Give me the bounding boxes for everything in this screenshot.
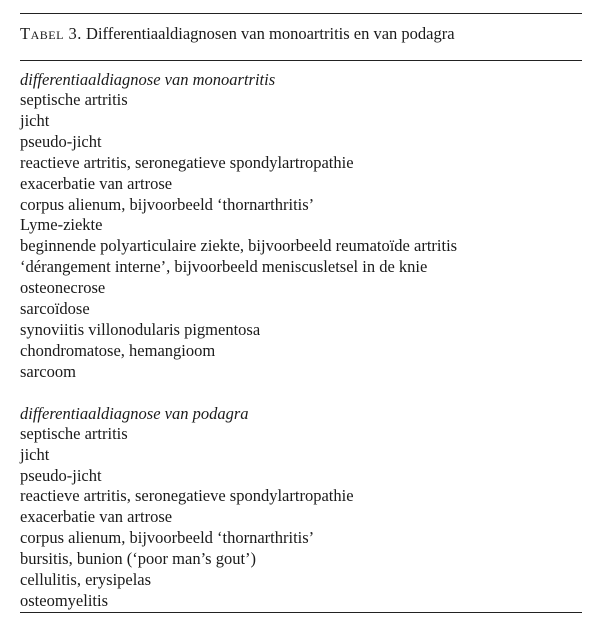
- diagnosis-list: [20, 90, 582, 383]
- list-item: septische artritis: [20, 90, 128, 109]
- list-item: pseudo-jicht: [20, 465, 102, 485]
- list-item: septische artritis: [20, 423, 128, 443]
- list-item: jicht: [20, 444, 50, 464]
- list-item: bursitis, bunion (‘poor man’s gout’): [20, 549, 257, 569]
- list-item: chondromatose, hemangioom: [20, 340, 216, 360]
- table-label: Tabel 3.: [20, 24, 82, 43]
- list-item: corpus alienum, bijvoorbeeld ‘thornarthritis’: [20, 194, 315, 214]
- list-item: sarcoom: [20, 361, 76, 381]
- table-caption: [20, 24, 582, 44]
- list-item: exacerbatie van artrose: [20, 173, 173, 193]
- list-item: corpus alienum, bijvoorbeeld ‘thornarthritis’: [20, 528, 315, 548]
- list-item: exacerbatie van artrose: [20, 507, 173, 527]
- list-item: cellulitis, erysipelas: [20, 570, 152, 590]
- table-figure: [20, 0, 582, 612]
- list-item: beginnende polyarticulaire ziekte, bijvoorbeeld reumatoïde artritis: [20, 236, 458, 256]
- section-heading: differentiaaldiagnose van podagra: [20, 403, 249, 423]
- list-item: jicht: [20, 110, 50, 130]
- section-podagra: [20, 403, 582, 612]
- list-item: reactieve artritis, seronegatieve spondylartropathie: [20, 486, 354, 506]
- list-item: Lyme-ziekte: [20, 215, 103, 235]
- section-heading: differentiaaldiagnose van monoartritis: [20, 70, 276, 89]
- top-rule: [20, 13, 582, 14]
- list-item: pseudo-jicht: [20, 131, 102, 151]
- list-item: sarcoïdose: [20, 299, 90, 319]
- header-rule: [20, 60, 582, 61]
- section-monoartritis: [20, 69, 582, 383]
- list-item: synoviitis villonodularis pigmentosa: [20, 319, 261, 339]
- table-title: Differentiaaldiagnosen van monoartritis en van podagra: [86, 24, 455, 43]
- list-item: reactieve artritis, seronegatieve spondylartropathie: [20, 152, 354, 172]
- list-item: osteomyelitis: [20, 590, 108, 610]
- list-item: ‘dérangement interne’, bijvoorbeeld meniscusletsel in de knie: [20, 257, 428, 277]
- list-item: osteonecrose: [20, 278, 106, 298]
- bottom-rule: [20, 612, 582, 613]
- diagnosis-list: [20, 424, 582, 612]
